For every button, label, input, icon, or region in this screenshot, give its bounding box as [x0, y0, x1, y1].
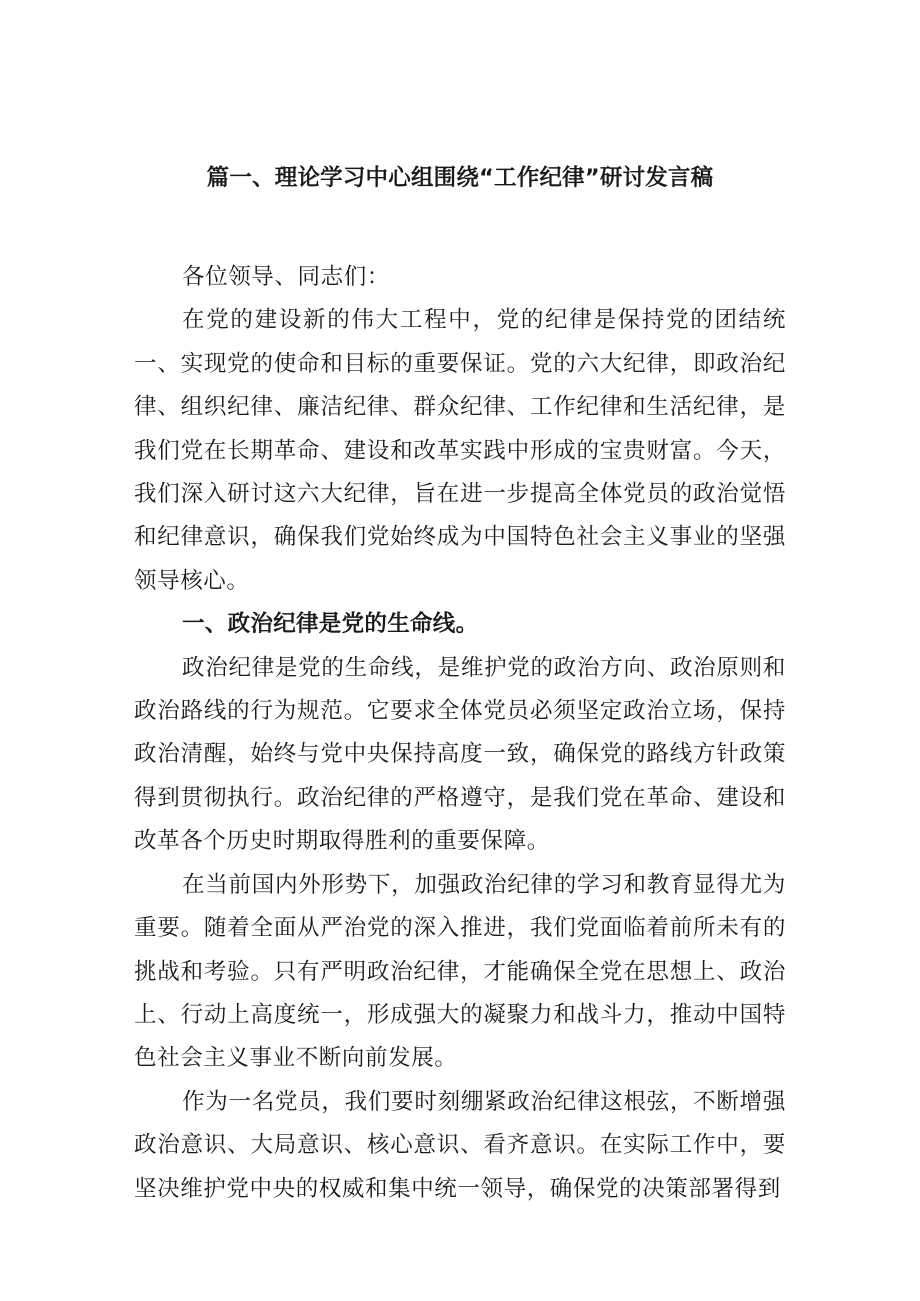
salutation: 各位领导、同志们： [182, 264, 390, 290]
section-paragraph-2: 在当前国内外形势下，加强政治纪律的学习和教育显得尤为重要。随着全面从严治党的深入推进，我们党面临着前所未有的挑战和考验。只有严明政治纪律，才能确保全党在思想上、政治上、行动上高度统一，形成强大的凝聚力和战斗力，推动中国特色社会主义事业不断向前发展。 [134, 871, 786, 1072]
intro-paragraph: 在党的建设新的伟大工程中，党的纪律是保持党的团结统一、实现党的使命和目标的重要保证。党的六大纪律，即政治纪律、组织纪律、廉洁纪律、群众纪律、工作纪律和生活纪律，是我们党在长期革命、建设和改革实践中形成的宝贵财富。今天，我们深入研讨这六大纪律，旨在进一步提高全体党员的政治觉悟和纪律意识，确保我们党始终成为中国特色社会主义事业的坚强领导核心。 [134, 307, 786, 594]
section-heading: 一、政治纪律是党的生命线。 [182, 611, 479, 638]
document-title: 篇一、理论学习中心组围绕“工作纪律”研讨发言稿 [206, 165, 714, 191]
section-paragraph-3: 作为一名党员，我们要时刻绷紧政治纪律这根弦，不断增强政治意识、大局意识、核心意识、看齐意识。在实际工作中，要坚决维护党中央的权威和集中统一领导，确保党的决策部署得到 [134, 1088, 786, 1202]
document-body [134, 256, 786, 1211]
section-paragraph-1: 政治纪律是党的生命线，是维护党的政治方向、政治原则和政治路线的行为规范。它要求全体党员必须坚定政治立场，保持政治清醒，始终与党中央保持高度一致，确保党的路线方针政策得到贯彻执行。政治纪律的严格遵守，是我们党在革命、建设和改革各个历史时期取得胜利的重要保障。 [134, 654, 786, 855]
